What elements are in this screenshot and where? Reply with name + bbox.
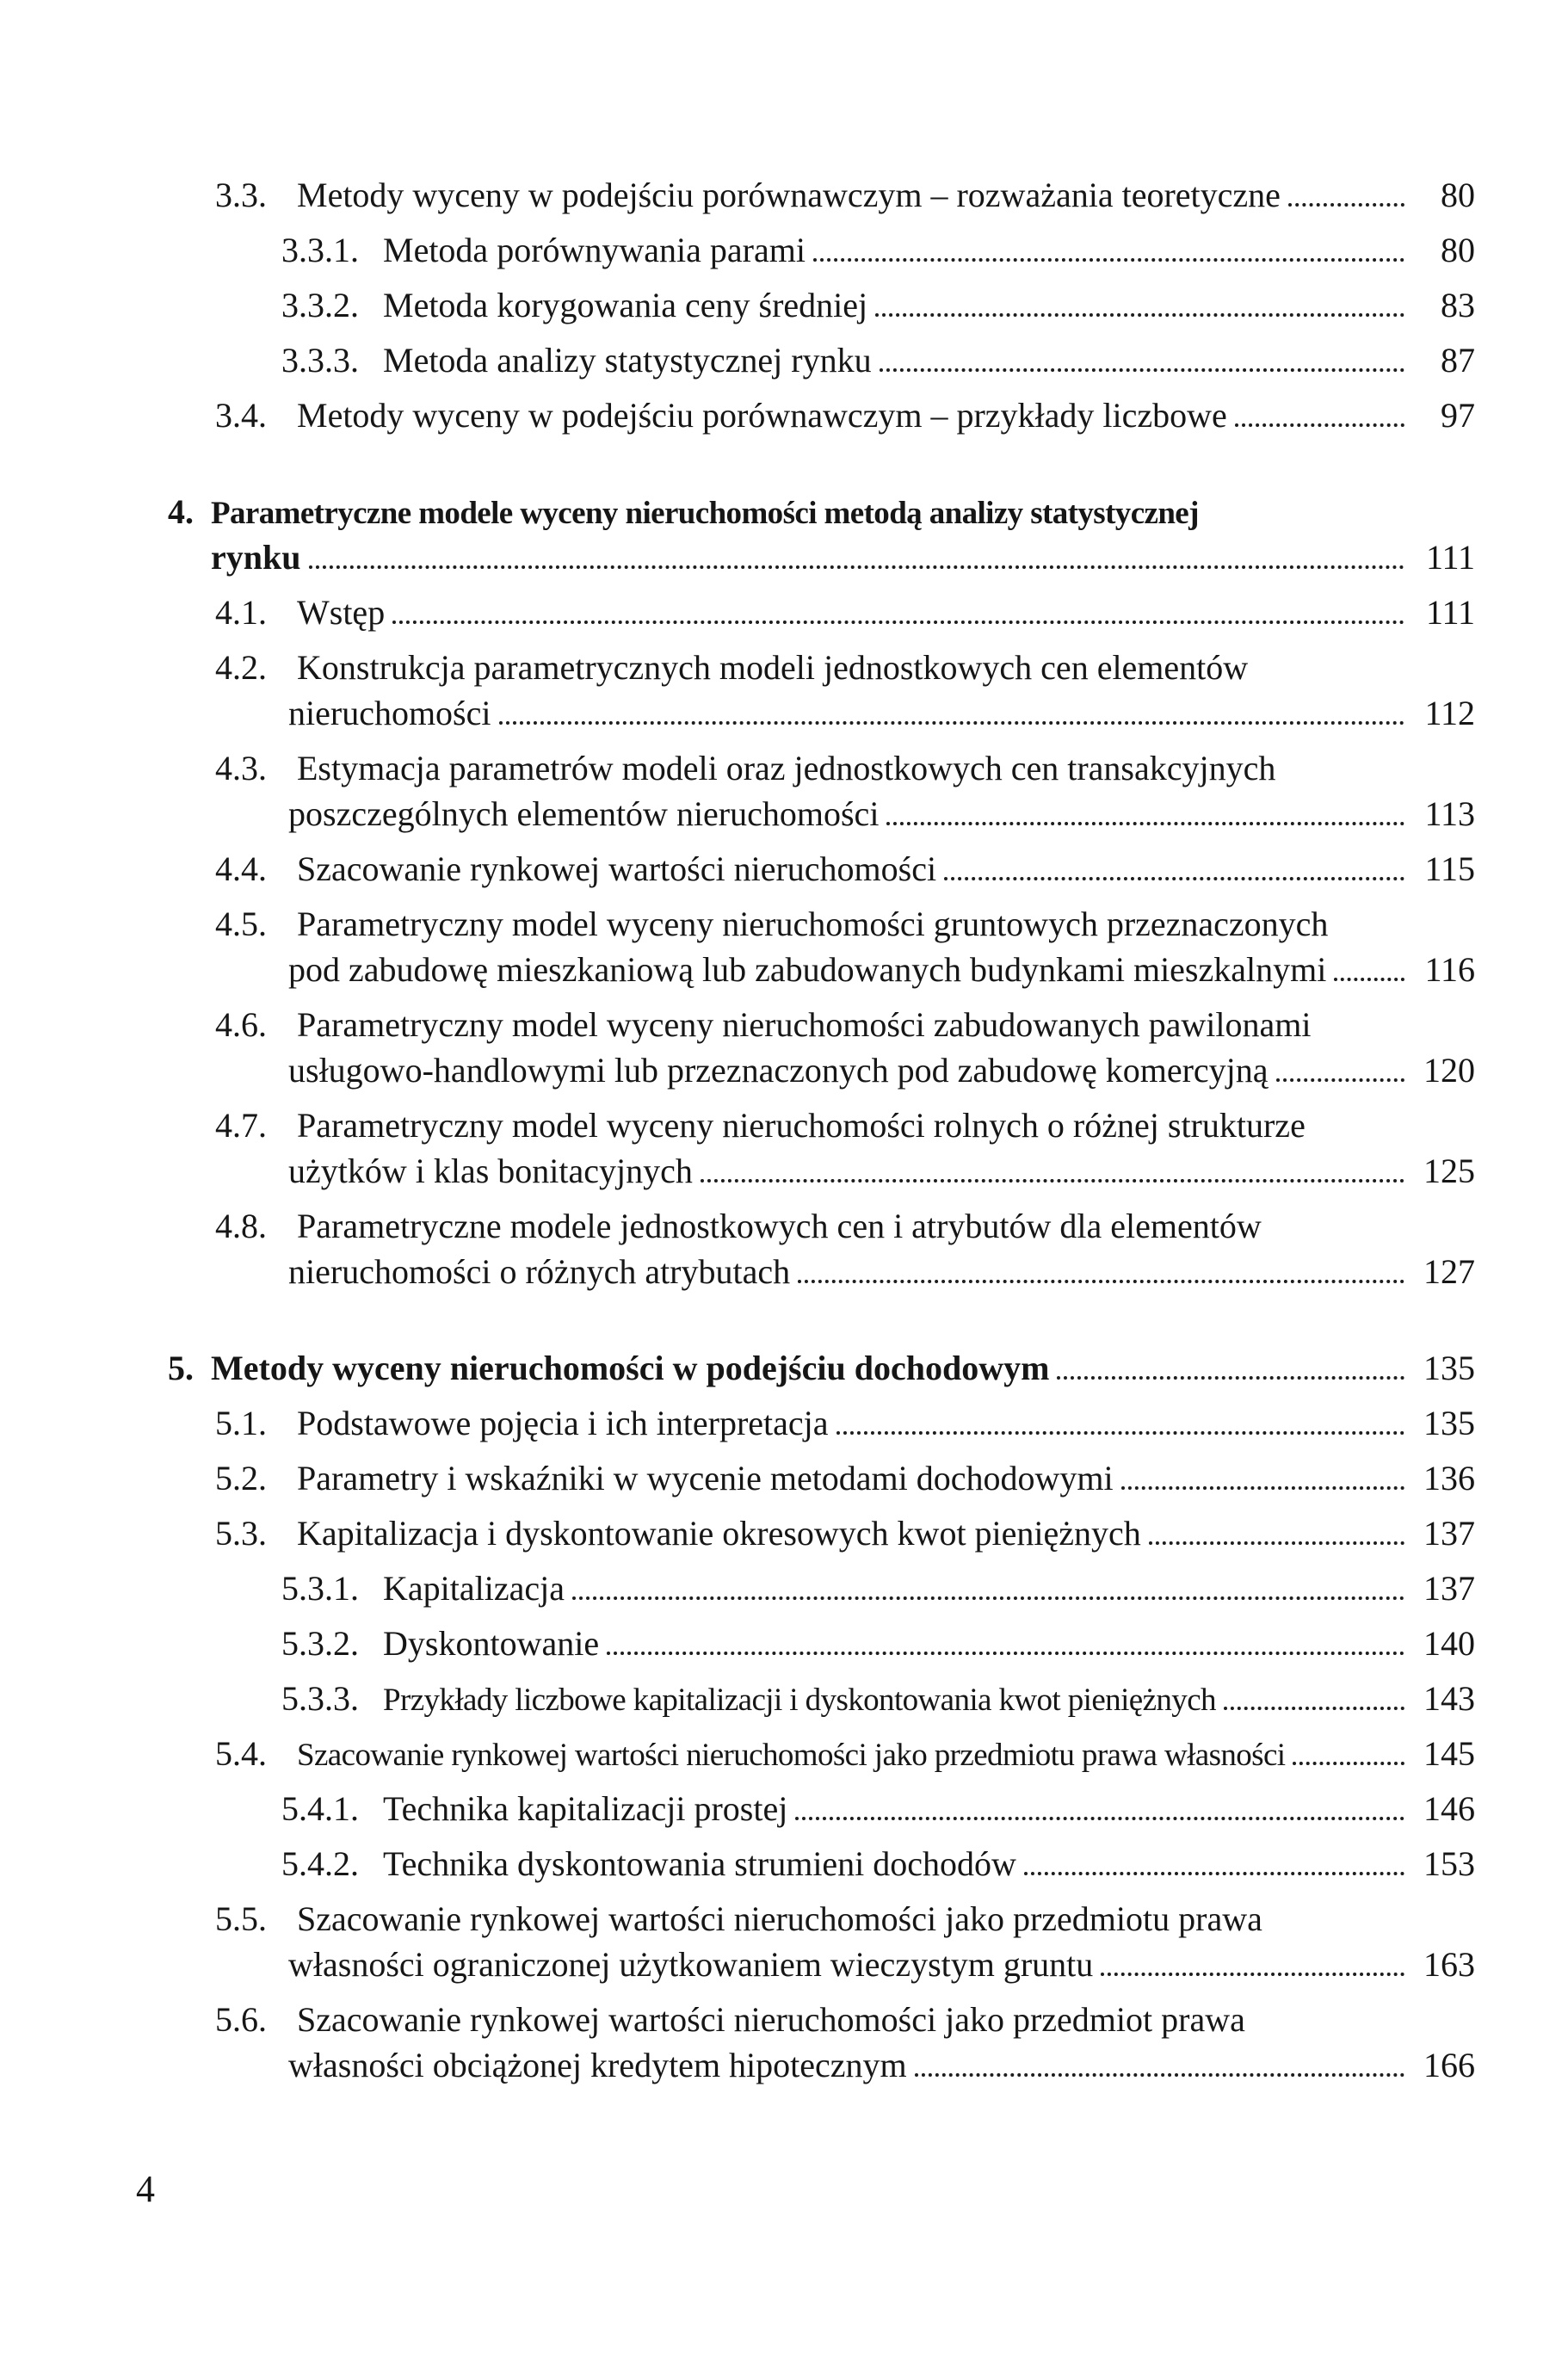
leader-dots [1121,1486,1404,1490]
toc-entry-title: Metody wyceny nieruchomości w podejściu dochodowym [211,1349,1050,1387]
leader-dots [944,877,1404,880]
toc-line [0,1251,1475,1297]
toc-entry [0,1568,1475,1614]
toc-entry-page: 166 [1423,2046,1475,2084]
toc-entry [0,1843,1475,1889]
toc-entry-number: 5.4.2. [281,1844,359,1883]
toc-entry-title: Parametry i wskaźniki w wycenie metodami dochodowymi [297,1459,1114,1497]
toc-entry [0,175,1475,220]
toc-entry-page: 127 [1423,1252,1475,1291]
leader-dots [499,721,1405,725]
toc-entry-title: Technika kapitalizacji prostej [383,1789,788,1828]
toc-entry-page: 137 [1423,1514,1475,1553]
toc-entry-page: 80 [1441,231,1475,269]
leader-dots [607,1652,1404,1655]
leader-dots [1101,1973,1404,1976]
toc-entry-title: własności obciążonej kredytem hipotecznym [288,2046,907,2084]
toc-entry-number: 5.4.1. [281,1789,359,1828]
toc-entry-number: 5.4. [215,1734,267,1773]
toc-entry-number: 3.3.3. [281,341,359,380]
leader-dots [880,368,1404,372]
toc-entry [0,592,1475,638]
leader-dots [1149,1541,1404,1545]
toc-entry-page: 97 [1441,396,1475,435]
toc-entry-number: 5.3. [215,1514,267,1553]
toc-entry-number: 3.3.2. [281,286,359,324]
toc-entry-page: 125 [1423,1152,1475,1190]
toc-entry-number: 4.8. [215,1207,267,1245]
leader-dots [1057,1376,1404,1380]
toc-line [0,793,1475,839]
leader-dots [836,1431,1404,1435]
toc-entry-title: Kapitalizacja [383,1569,565,1608]
toc-entry [0,904,1475,995]
toc-entry [0,647,1475,738]
toc-entry-title: Szacowanie rynkowej wartości nieruchomości jako przedmiotu prawa własności [297,1738,1286,1773]
toc-entry-title: Konstrukcja parametrycznych modeli jednostkowych cen elementów [297,648,1249,687]
toc-entry-title: użytków i klas bonitacyjnych [288,1152,693,1190]
toc-list [0,165,1568,2090]
leader-dots [572,1596,1404,1600]
toc-line [0,395,1475,441]
toc-entry-page: 153 [1423,1844,1475,1883]
toc-entry-title: Szacowanie rynkowej wartości nieruchomości jako przedmiot prawa [297,2000,1245,2039]
toc-entry-title: Wstęp [297,593,386,632]
toc-entry-page: 115 [1424,849,1475,888]
toc-entry-number: 4.5. [215,905,267,943]
leader-dots [795,1817,1404,1820]
toc-entry [0,1999,1475,2090]
leader-dots [1276,1078,1404,1082]
toc-line [0,748,1475,793]
leader-dots [1224,1707,1404,1710]
toc-entry-title: usługowo-handlowymi lub przeznaczonych pod zabudowę komercyjną [288,1051,1269,1090]
toc-entry [0,1513,1475,1559]
toc-line [0,1050,1475,1096]
toc-line [0,1623,1475,1669]
toc-line [0,1348,1475,1393]
toc-entry-number: 3.3. [215,176,267,214]
toc-entry-title: nieruchomości o różnych atrybutach [288,1252,791,1291]
toc-entry [0,1348,1475,1393]
toc-entry-title: pod zabudowę mieszkaniową lub zabudowanych budynkami mieszkalnymi [288,950,1327,989]
toc-entry-page: 87 [1441,341,1475,380]
toc-entry-page: 83 [1441,286,1475,324]
toc-line [0,647,1475,693]
leader-dots [886,822,1404,825]
toc-entry [0,285,1475,330]
toc-entry-title: Szacowanie rynkowej wartości nieruchomości [297,849,937,888]
leader-dots [701,1179,1404,1182]
toc-entry-title: Metody wyceny w podejściu porównawczym – przykłady liczbowe [297,396,1227,435]
toc-entry [0,1899,1475,1990]
toc-entry-number: 5.2. [215,1459,267,1497]
toc-line [0,949,1475,995]
toc-entry [0,1788,1475,1834]
leader-dots [1288,203,1404,207]
toc-line [0,1999,1475,2045]
leader-dots [392,621,1404,624]
toc-entry-title: Parametryczny model wyceny nieruchomości zabudowanych pawilonami [297,1005,1312,1044]
toc-entry-title: Estymacja parametrów modeli oraz jednostkowych cen transakcyjnych [297,749,1276,787]
toc-line [0,849,1475,894]
toc-entry-title: rynku [211,538,301,577]
leader-dots [1334,978,1404,981]
toc-entry [0,1458,1475,1504]
toc-line [0,1899,1475,1944]
toc-entry-title: poszczególnych elementów nieruchomości [288,794,880,833]
toc-entry-number: 5.1. [215,1404,267,1442]
toc-entry-title: Podstawowe pojęcia i ich interpretacja [297,1404,829,1442]
toc-entry-number: 4.6. [215,1005,267,1044]
toc-entry-page: 137 [1423,1569,1475,1608]
toc-line [0,1403,1475,1448]
toc-entry-title: Technika dyskontowania strumieni dochodów [383,1844,1016,1883]
toc-entry-page: 112 [1424,694,1475,732]
toc-entry-number: 4. [168,492,194,531]
toc-line [0,1788,1475,1834]
toc-entry-title: nieruchomości [288,694,491,732]
toc-entry-title: Parametryczny model wyceny nieruchomości rolnych o różnej strukturze [297,1106,1306,1145]
toc-line [0,1678,1475,1724]
toc-entry-title: Metoda korygowania ceny średniej [383,286,868,324]
toc-line [0,537,1475,583]
toc-entry [0,1206,1475,1297]
toc-entry [0,491,1475,583]
toc-entry-page: 80 [1441,176,1475,214]
toc-line [0,340,1475,386]
toc-entry-number: 5.3.3. [281,1679,359,1718]
toc-entry [0,230,1475,275]
toc-entry-title: Metoda analizy statystycznej rynku [383,341,872,380]
toc-entry-title: Parametryczne modele wyceny nieruchomości metodą analizy statystycznej [211,496,1199,531]
toc-entry-title: Szacowanie rynkowej wartości nieruchomości jako przedmiotu prawa [297,1899,1262,1938]
toc-entry-page: 163 [1423,1945,1475,1984]
toc-entry [0,1733,1475,1779]
toc-entry-number: 3.4. [215,396,267,435]
toc-entry-page: 120 [1423,1051,1475,1090]
toc-entry-page: 140 [1423,1624,1475,1663]
toc-entry-number: 4.1. [215,593,267,632]
toc-entry-number: 5.5. [215,1899,267,1938]
toc-entry-page: 143 [1423,1679,1475,1718]
toc-entry [0,849,1475,894]
toc-entry-number: 5.6. [215,2000,267,2039]
leader-dots [813,258,1404,262]
leader-dots [798,1280,1404,1283]
toc-entry-page: 135 [1423,1404,1475,1442]
toc-entry [0,1678,1475,1724]
toc-entry-title: Parametryczny model wyceny nieruchomości gruntowych przeznaczonych [297,905,1329,943]
toc-entry [0,1623,1475,1669]
toc-line [0,1944,1475,1990]
toc-entry-page: 135 [1423,1349,1475,1387]
leader-dots [1024,1872,1404,1875]
leader-dots [1235,423,1404,427]
toc-entry-title: własności ograniczonej użytkowaniem wieczystym gruntu [288,1945,1094,1984]
toc-line [0,1458,1475,1504]
leader-dots [1293,1762,1404,1765]
toc-entry-page: 113 [1424,794,1475,833]
toc-line [0,1568,1475,1614]
toc-entry-number: 4.7. [215,1106,267,1145]
toc-entry-number: 3.3.1. [281,231,359,269]
toc-entry-page: 111 [1425,538,1475,577]
toc-entry [0,395,1475,441]
footer-page-number: 4 [136,2168,155,2210]
leader-dots [915,2073,1404,2077]
toc-entry [0,748,1475,839]
toc-entry-page: 146 [1423,1789,1475,1828]
toc-entry-page: 116 [1424,950,1475,989]
toc-entry-number: 4.4. [215,849,267,888]
toc-entry-number: 5. [168,1349,194,1387]
toc-entry-title: Metoda porównywania parami [383,231,806,269]
toc-entry-title: Dyskontowanie [383,1624,600,1663]
leader-dots [875,313,1404,317]
toc-line [0,904,1475,949]
toc-entry [0,1004,1475,1096]
toc-entry-title: Kapitalizacja i dyskontowanie okresowych kwot pieniężnych [297,1514,1141,1553]
toc-line [0,1151,1475,1196]
toc-line [0,1004,1475,1050]
toc-entry [0,1105,1475,1196]
toc-line [0,2045,1475,2090]
toc-line [0,592,1475,638]
toc-entry-number: 5.3.1. [281,1569,359,1608]
toc-entry-title: Parametryczne modele jednostkowych cen i atrybutów dla elementów [297,1207,1262,1245]
toc-entry-number: 5.3.2. [281,1624,359,1663]
toc-entry-number: 4.3. [215,749,267,787]
toc-line [0,1513,1475,1559]
toc-entry-page: 145 [1423,1734,1475,1773]
leader-dots [309,565,1405,569]
toc-entry-title: Przykłady liczbowe kapitalizacji i dyskontowania kwot pieniężnych [383,1683,1216,1718]
toc-entry [0,340,1475,386]
toc-entry-page: 111 [1425,593,1475,632]
toc-line [0,175,1475,220]
toc-line [0,1843,1475,1889]
toc-line [0,693,1475,738]
toc-entry [0,1403,1475,1448]
toc-line [0,1105,1475,1151]
toc-line [0,491,1475,537]
toc-entry-number: 4.2. [215,648,267,687]
toc-line [0,1206,1475,1251]
toc-entry-title: Metody wyceny w podejściu porównawczym – rozważania teoretyczne [297,176,1281,214]
toc-line [0,1733,1475,1779]
toc-line [0,285,1475,330]
toc-line [0,230,1475,275]
toc-entry-page: 136 [1423,1459,1475,1497]
